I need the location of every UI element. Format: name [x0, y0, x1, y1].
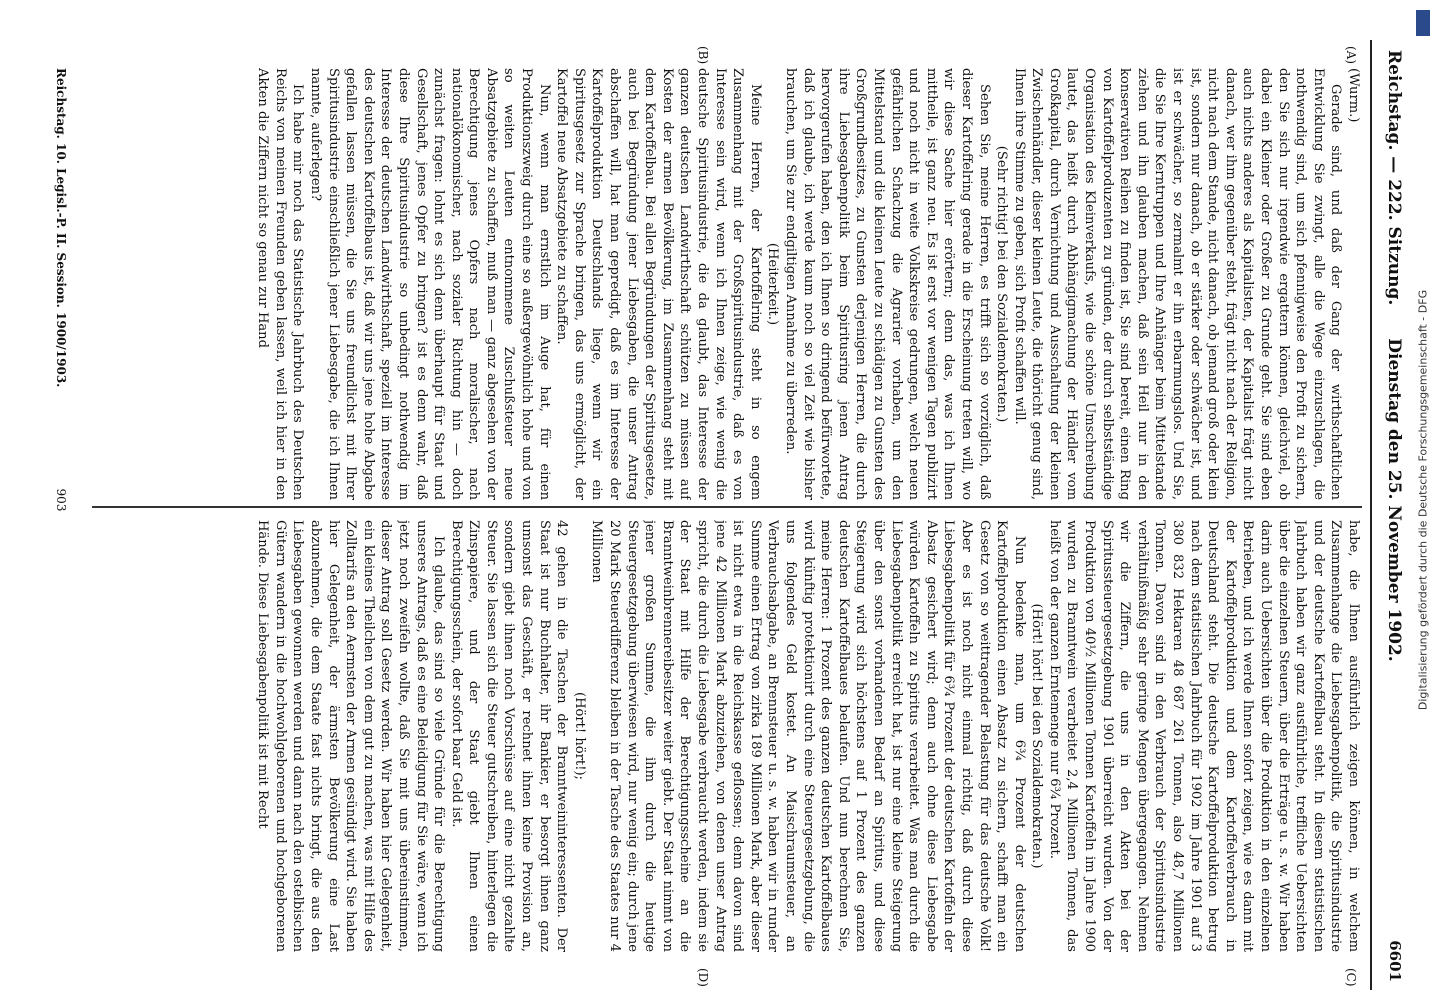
margin-letter-b: (B) [696, 46, 710, 65]
paragraph: 42 gehen in die Taschen der Branntweininteressenten. Der Staat ist nur Buchhalter, ihr Bankier, er besorgt ihnen ganz umsonst das Geschäft, er rechnet ihnen keine Provision an, sondern giebt ihnen noch Vorschüsse auf eine nicht gezahlte Steuer. Sie lassen sich die Steuer gutschreiben, hinterlegen die Zinspapiere, und der Staat giebt Ihnen einen Berechtigungsschein, der sofort baar Geld ist. [448, 520, 570, 952]
footer-page-number: 903 [54, 488, 68, 512]
page-header [1376, 0, 1404, 1000]
interjection: (Sehr richtig! bei den Sozialdemokraten.) [994, 145, 1010, 423]
right-column [72, 520, 1362, 952]
interjection: (Heiterkeit.) [765, 242, 781, 326]
paragraph: Nun bedenke man, um 6¾ Prozent der deutschen Kartoffelproduktion einen Absatz zu sichern, schafft man ein Gesetz von so weittragender Belastung für das deutsche Volk! Aber es ist noch nicht einmal richtig, daß durch diese Liebesgabenpolitik für 6¾ Prozent der deutschen Kartoffeln der Absatz gesichert wird; denn auch ohne diese Liebesgabe würden Kartoffeln zu Spiritus verarbeitet. Was man durch die Liebesgabenpolitik erreicht hat, ist nur eine kleine Steigerung über den sonst vorhandenen Bedarf an Spiritus, und diese Steigerung wird sich höchstens auf 1 Prozent des ganzen deutschen Kartoffelbaues belaufen. Und nun berechnen Sie, meine Herren: 1 Prozent des ganzen deutschen Kartoffelbaues wird künftig protektionirt durch eine Steuergesetzgebung, die uns folgendes Geld kostet. An Maischraumsteuer, an Verbrauchsabgabe, an Brennsteuer u. s. w. haben wir in runder Summe einen Ertrag von zirka 189 Millionen Mark, aber dieser ist nicht etwa in die Reichskasse geflossen; denn davon sind jene 42 Millionen Mark abzuziehen, von denen unser Antrag spricht, die durch die Liebesgabe verbraucht werden, indem sie der Staat mit Hilfe der Berechtigungsscheine an die Branntweinbrennereibesitzer weiter giebt. Der Staat nimmt von jener großen Summe, die ihm durch die heutige Steuergesetzgebung überwiesen wird, nur wenig ein; durch jene 20 Mark Steuerdifferenz bleiben in der Tasche des Staates nur 4 Millionen [589, 520, 1027, 952]
header-date: Dienstag den 25. November 1902. [1384, 338, 1404, 662]
speaker-name: (Wurm.) [1346, 68, 1361, 123]
margin-letter-a: (A) [1344, 46, 1358, 65]
paragraph: Ich glaube, das sind so viele Gründe für die Berechtigung unseres Antrags, daß es eine Beleidigung für Sie wäre, wenn ich jetzt noch zweifeln wollte, daß Sie mit uns übereinstimmen, dieser Antrag soll Gesetz werden. Wir haben hier Gelegenheit, ein kleines Theilchen von dem gut zu machen, was mit Hilfe des Zolltarifs an den Aermsten der Armen gesündigt wird. Sie haben hier Gelegenheit, der ärmsten Bevölkerung eine Last abzunehmen, die dem Staate fast nichts bringt, die aus den Liebesgaben gewonnen werden und dann nach den ostelbischen Gütern wandern in die hochwohlgeborenen und hochgeborenen Hände. Diese Liebesgabenpolitik ist mit Recht [255, 520, 447, 952]
header-left: Reichstag. — 222. Sitzung. [1384, 50, 1404, 306]
column-divider [92, 506, 1362, 508]
paragraph: Nun, wenn man ernstlich im Auge hat, für einen Produktionszweig durch eine so außergewöhnlich hohe und von so weiten Leuten entnommene Zuschußsteuer neue Absatzgebiete zu schaffen, muß man — ganz abgesehen von der Berechtigung jenes Opfers nach moralischer, nach nationalökonomischer, nach sozialer Richtung hin — doch zunächst fragen: lohnt es sich denn überhaupt für Staat und Gesellschaft, jenes Opfer zu bringen? ist es denn wahr, daß diese Ihre Spiritusindustrie so unbedingt nothwendig im Interesse der deutschen Landwirthschaft, speziell im Interesse des deutschen Kartoffelbaus ist, daß wir uns jene hohe Abgabe gefallen lassen müssen, die Sie uns freundlichst mit Ihrer Spiritusindustrie einschließlich jener Liebesgabe, die ich Ihnen nannte, auferlegen? [307, 68, 552, 500]
header-page-number: 6601 [1386, 940, 1404, 982]
margin-letter-d: (D) [696, 968, 710, 987]
digitization-note-text: Digitalisierung gefördert durch die Deutsche Forschungsgemeinschaft - DFG [1416, 289, 1430, 711]
paragraph: Meine Herren, der Kartoffelring steht in so engem Zusammenhang mit der Großspiritusindustrie, daß es von Interesse sein wird, wenn ich Ihnen zeige, wie wenig die deutsche Spiritusindustrie, die da glaubt, das Interesse der ganzen deutschen Landwirthschaft schützen zu müssen auf Kosten der armen Bevölkerung, im Zusammenhang steht mit dem Kartoffelbau. Bei allen Begründungen der Spiritusgesetze, auch bei Begründung jener Liebesgaben, die unser Antrag abschaffen will, hat man gepredigt, daß es im Interesse der Kartoffelproduktion Deutschlands liege, wenn wir ein Spiritusgesetz zur Sprache bringen, das uns ermöglicht, der Kartoffel neue Absatzgebiete zu schaffen. [554, 68, 763, 500]
paragraph: Gerade sind, und daß der Gang der wirthschaftlichen Entwicklung Sie zwingt, alle die Wege einzuschlagen, die nothwendig sind, um sich pfennigweise den Profit zu sichern, den Sie sich nur irgendwie ergattern können, gleichviel, ob dabei ein Kleiner oder Großer zu Grunde geht. Sie sind eben auch nichts anderes als Kapitalisten, der Kapitalist frägt nicht danach, wer ihm gegenüber steht, frägt nicht nach der Religion, nicht nach dem Stande, nicht danach, ob jemand groß oder klein ist, sondern nur danach, ob er stärker oder schwächer ist, und ist er schwächer, so zermalmt er ihn erbarmungslos. Und Sie, die Sie Ihre Kerntruppen und Ihre Anhänger beim Mittelstande ziehen und ihn glauben machen, daß sein Heil nur in den konservativen Reihen zu finden ist, Sie sind bereit, einen Ring von Kartoffelproduzenten zu gründen, der durch selbstständige Organisation des Kleinverkaufs, wie die schöne Umschreibung lautet, das heißt durch Abhängigmachung der Händler vom Großkapital, durch Vernichtung und Ausschaltung der kleinen Zwischenhändler, dieser kleinen Leute, die thöricht genug sind, Ihnen ihre Stimme zu geben, sich Profit schaffen will. [1011, 68, 1344, 500]
paragraph: habe, die Ihnen ausführlich zeigen können, in welchem Zusammenhange die Liebesgabenpolitik, die Spiritusindustrie und der deutsche Kartoffelbau steht. In diesem statistischen Jahrbuch haben wir ganz ausführliche, treffliche Uebersichten über die einzelnen Steuern, über die Erträge u. s. w. Wir haben darin auch Uebersichten über die Produktion in den einzelnen Betrieben, und ich werde Ihnen sofort zeigen, wie es dann mit der Kartoffelproduktion und dem Kartoffelverbrauch in Deutschland steht. Die deutsche Kartoffelproduktion betrug nach dem statistischen Jahrbuch für 1902 im Jahre 1901 auf 3 380 832 Hektaren 48 687 261 Tonnen, also 48,7 Millionen Tonnen. Davon sind in den Verbrauch der Spiritusindustrie verhältnißmäßig sehr geringe Mengen übergegangen. Nehmen wir die Ziffern, die uns in den Akten bei der Spiritussteuergesetzgebung 1901 überreicht wurden. Von der Produktion von 40½ Millionen Tonnen Kartoffeln im Jahre 1900 wurden zu Branntwein verarbeitet 2,4 Millionen Tonnen, das heißt von der ganzen Erntemenge nur 6¾ Prozent. [1046, 520, 1361, 952]
paragraph: Sehen Sie, meine Herren, es trifft sich so vorzüglich, daß dieser Kartoffelring gerade in die Erscheinung treten will, wo wir diese Sache hier erörtern; denn das, was ich Ihnen mittheile, ist ganz neu. Es ist erst vor wenigen Tagen publizirt und noch nicht in weite Volkskreise gedrungen, welch neuen gefährlichen Schachzug die Agrarier vorhaben, um den Mittelstand und die kleinen Leute zu schädigen zu Gunsten des Großgrundbesitzes, zu Gunsten derjenigen Herren, die durch ihre Liebesgabenpolitik beim Spiritusring jenen Antrag hervorgerufen haben, den ich Ihnen so dringend befürwortete, daß ich glaube, ich werde kaum noch so viel Zeit wie bisher brauchen, um Sie zur endgiltigen Annahme zu überreden. [783, 68, 992, 500]
digitization-note [1414, 10, 1432, 990]
footer-session: Reichstag. 10. Legisl.-P. II. Session. 1900/1903. [54, 68, 68, 388]
paragraph: Ich habe mir noch das Statistische Jahrbuch des Deutschen Reichs von meinen Freunden geben lassen, weil ich hier in den Akten die Ziffern nicht so genau zur Hand [255, 68, 306, 500]
left-column [72, 68, 1362, 500]
interjection: (Hört! hört! bei den Sozialdemokraten.) [1029, 603, 1045, 869]
margin-letter-c: (C) [1344, 968, 1358, 987]
interjection: (Hört! hört!); [571, 692, 587, 780]
header-rule [1370, 40, 1372, 990]
